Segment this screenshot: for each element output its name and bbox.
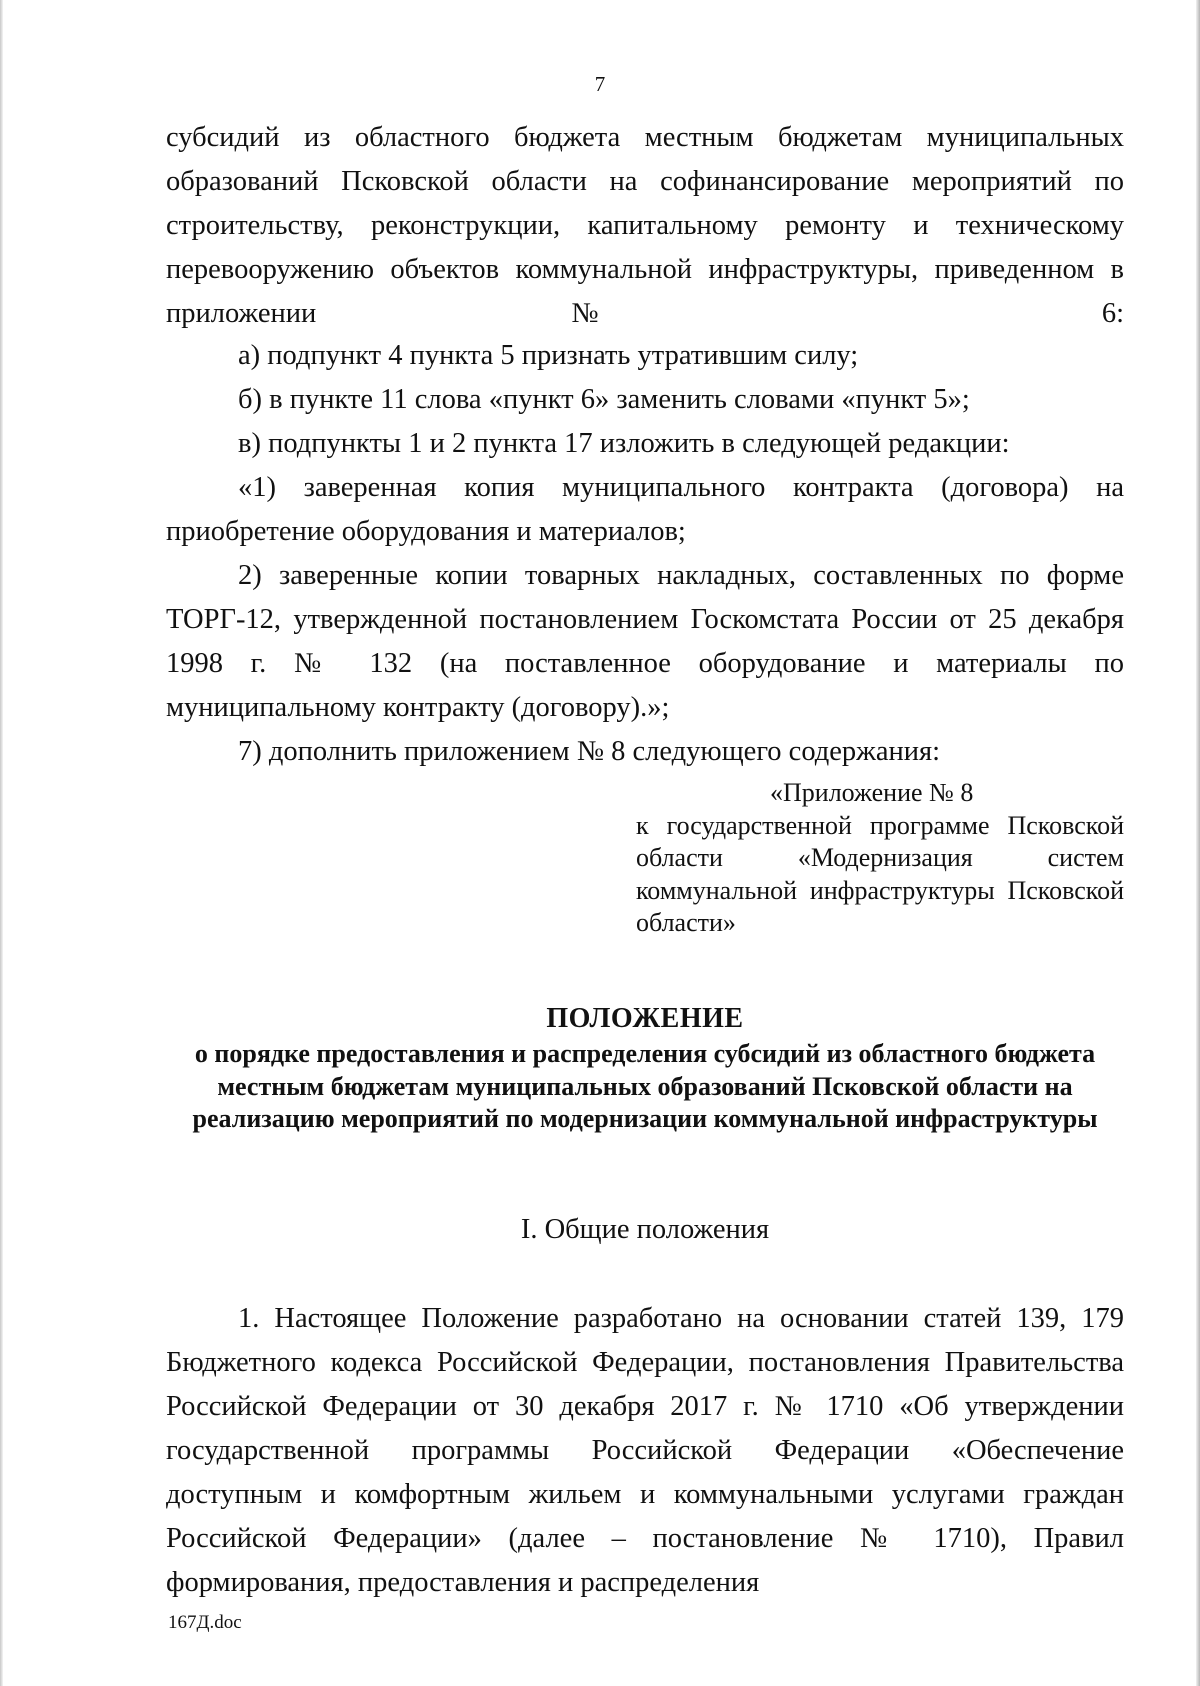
document-title: ПОЛОЖЕНИЕ: [546, 1003, 744, 1034]
appendix-title: «Приложение № 8: [770, 778, 974, 807]
appendix-header: [636, 777, 1124, 940]
quote-item-1: «1) заверенная копия муниципального контракта (договора) на приобретение оборудования и материалов;: [166, 472, 1124, 547]
paragraph-1: 1. Настоящее Положение разработано на основании статей 139, 179 Бюджетного кодекса Российской Федерации, постановления Правительства Российской Федерации от 30 декабря 2017 г. № 1710 «Об утверждении государственной программы Российской Федерации «Обеспечение доступным и комфортным жильем и коммунальными услугами граждан Российской Федерации» (далее – постановление № 1710), Правил формирования, предоставления и распределения: [166, 1303, 1124, 1598]
item-a: а) подпункт 4 пункта 5 признать утратившим силу;: [238, 340, 859, 371]
intro-paragraph-text: субсидий из областного бюджета местным бюджетам муниципальных образований Псковской области на софинансирование мероприятий по строительству, реконструкции, капитальному ремонту и техническому перевооружению объектов коммунальной инфраструктуры, приведенном в приложении № 6:: [166, 122, 1124, 329]
footer-filename: 167Д.doc: [168, 1612, 242, 1633]
item-v: в) подпункты 1 и 2 пункта 17 изложить в следующей редакции:: [238, 428, 1010, 459]
page-number: 7: [594, 72, 606, 96]
appendix-reference: к государственной программе Псковской области «Модернизация систем коммунальной инфраструктуры Псковской области»: [636, 810, 1124, 937]
item-7: 7) дополнить приложением № 8 следующего содержания:: [238, 736, 941, 767]
quote-item-2: 2) заверенные копии товарных накладных, составленных по форме ТОРГ-12, утвержденной постановлением Госкомстата России от 25 декабря 1998 г. № 132 (на поставленное оборудование и материалы по муниципальному контракту (договору).»;: [166, 560, 1124, 723]
scan-edge-right: [1196, 0, 1200, 1686]
scan-edge-left: [0, 0, 3, 1686]
section-heading: I. Общие положения: [520, 1214, 770, 1245]
item-b: б) в пункте 11 слова «пункт 6» заменить словами «пункт 5»;: [238, 384, 970, 415]
document-subtitle: о порядке предоставления и распределения субсидий из областного бюджета местным бюджетам муниципальных образований Псковской области на реализацию мероприятий по модернизации коммунальной инфраструктуры: [192, 1039, 1098, 1133]
intro-paragraph: [166, 116, 1124, 336]
